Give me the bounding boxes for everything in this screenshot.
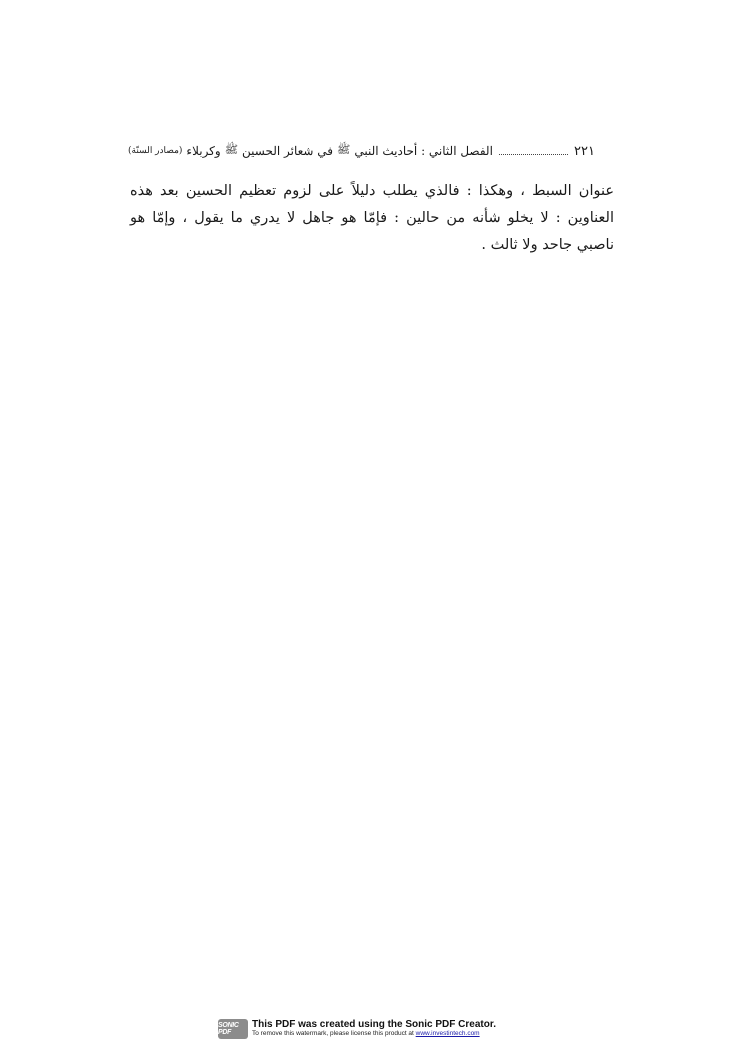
running-header [128, 140, 614, 162]
watermark-text [252, 1020, 496, 1037]
dotted-leader [499, 154, 568, 155]
body-paragraph: عنوان السبط ، وهكذا : فالذي يطلب دليلاً على لزوم تعظيم الحسين بعد هذه العناوين : لا يخلو شأنه من حالين : فإمّا هو جاهل لا يدري ما يقول ، وإمّا هو ناصبي جاحد ولا ثالث . [130, 183, 614, 253]
watermark-line2-prefix: To remove this watermark, please license this product at [252, 1029, 416, 1037]
watermark-line2 [252, 1031, 496, 1038]
sonic-pdf-logo: SONIC PDF [218, 1019, 248, 1039]
page-number: ٢٢١ [574, 143, 595, 159]
header-subtitle: (مصادر السنّة) [128, 146, 183, 156]
body-text [130, 178, 614, 259]
honorific-symbol: ﷺ [337, 143, 351, 156]
watermark [218, 1019, 496, 1039]
header-title-part1: الفصل الثاني : أحاديث النبي [354, 144, 493, 158]
watermark-line1-suffix: . [493, 1019, 496, 1031]
header-title-part3: وكربلاء [186, 144, 221, 158]
watermark-line1-prefix: This PDF was created using the [252, 1019, 406, 1031]
watermark-link[interactable]: www.investintech.com [415, 1029, 480, 1037]
running-title [128, 143, 493, 159]
header-title-part2: في شعائر الحسين [242, 144, 334, 158]
honorific-symbol: ﷺ [224, 143, 238, 156]
watermark-brand: Sonic PDF Creator [405, 1019, 494, 1031]
